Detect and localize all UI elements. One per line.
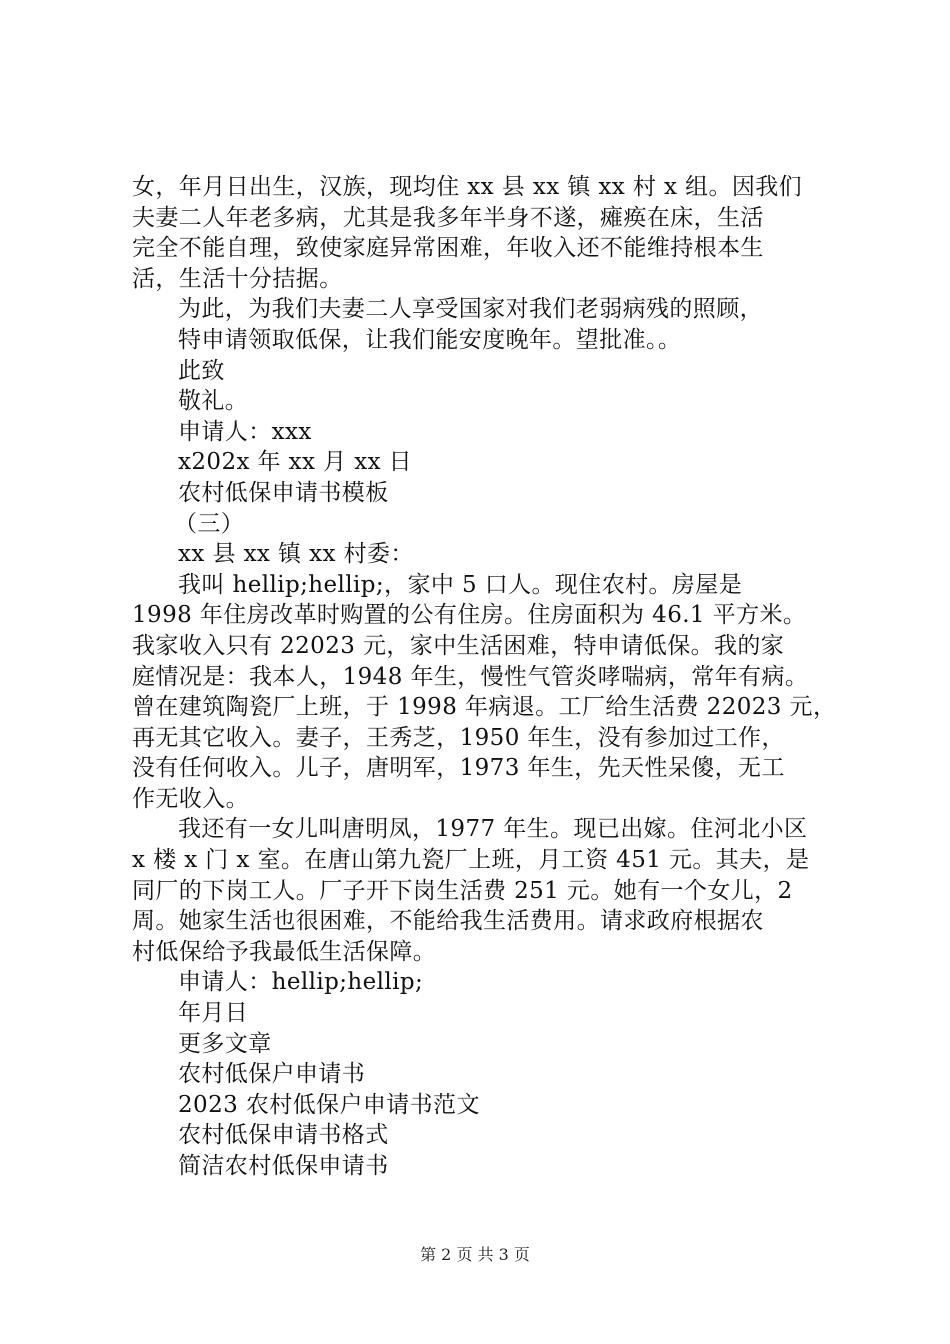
section-title: 农村低保申请书模板 [178, 479, 389, 506]
applicant-signature: 申请人：xxx [178, 418, 312, 445]
document-body [132, 172, 837, 1182]
body-line: 为此，为我们夫妻二人享受国家对我们老弱病残的照顾， [178, 296, 763, 323]
body-line: 1998 年住房改革时购置的公有住房。住房面积为 46.1 平方米。 [132, 602, 807, 629]
more-articles-heading: 更多文章 [178, 1030, 272, 1057]
application-date: 年月日 [178, 1000, 249, 1027]
body-line: 活，生活十分拮据。 [132, 265, 343, 292]
related-article-link[interactable]: 农村低保申请书格式 [178, 1122, 389, 1149]
body-line: 同厂的下岗工人。厂子开下岗生活费 251 元。她有一个女儿，2 [132, 877, 793, 904]
body-line: x 楼 x 门 x 室。在唐山第九瓷厂上班，月工资 451 元。其夫，是 [132, 847, 810, 874]
related-article-link[interactable]: 简洁农村低保申请书 [178, 1153, 389, 1179]
body-line: 再无其它收入。妻子，王秀芝，1950 年生，没有参加过工作， [132, 724, 785, 751]
body-line: 庭情况是：我本人，1948 年生，慢性气管炎哮喘病，常年有病。 [132, 663, 809, 690]
body-line: 我还有一女儿叫唐明凤，1977 年生。现已出嫁。住河北小区 [178, 816, 808, 843]
body-line: 曾在建筑陶瓷厂上班，于 1998 年病退。工厂给生活费 22023 元， [132, 694, 837, 721]
body-line: 夫妻二人年老多病，尤其是我多年半身不遂，瘫痪在床，生活 [132, 204, 764, 231]
body-line: 村低保给予我最低生活保障。 [132, 938, 437, 965]
closing-salutation: 敬礼。 [178, 388, 249, 415]
application-date: x202x 年 xx 月 xx 日 [178, 449, 413, 476]
body-line: 特申请领取低保，让我们能安度晚年。望批准。。 [178, 326, 682, 353]
body-line: 完全不能自理，致使家庭异常困难，年收入还不能维持根本生 [132, 235, 764, 262]
closing-salutation: 此致 [178, 357, 225, 384]
page-number-footer: 第 2 页 共 3 页 [420, 1245, 530, 1264]
section-number: （三） [174, 510, 245, 537]
body-line: 我叫 hellip;hellip;，家中 5 口人。现住农村。房屋是 [178, 571, 743, 598]
body-line: 作无收入。 [132, 785, 249, 812]
recipient-line: xx 县 xx 镇 xx 村委： [178, 541, 414, 568]
body-line: 没有任何收入。儿子，唐明军，1973 年生，先天性呆傻，无工 [132, 755, 785, 782]
applicant-signature: 申请人：hellip;hellip; [178, 969, 424, 996]
body-line: 周。她家生活也很困难，不能给我生活费用。请求政府根据农 [132, 908, 764, 935]
related-article-link[interactable]: 农村低保户申请书 [178, 1061, 366, 1088]
body-line: 女，年月日出生，汉族，现均住 xx 县 xx 镇 xx 村 x 组。因我们 [132, 174, 803, 200]
body-line: 我家收入只有 22023 元，家中生活困难，特申请低保。我的家 [132, 632, 785, 659]
related-article-link[interactable]: 2023 农村低保户申请书范文 [178, 1091, 480, 1118]
